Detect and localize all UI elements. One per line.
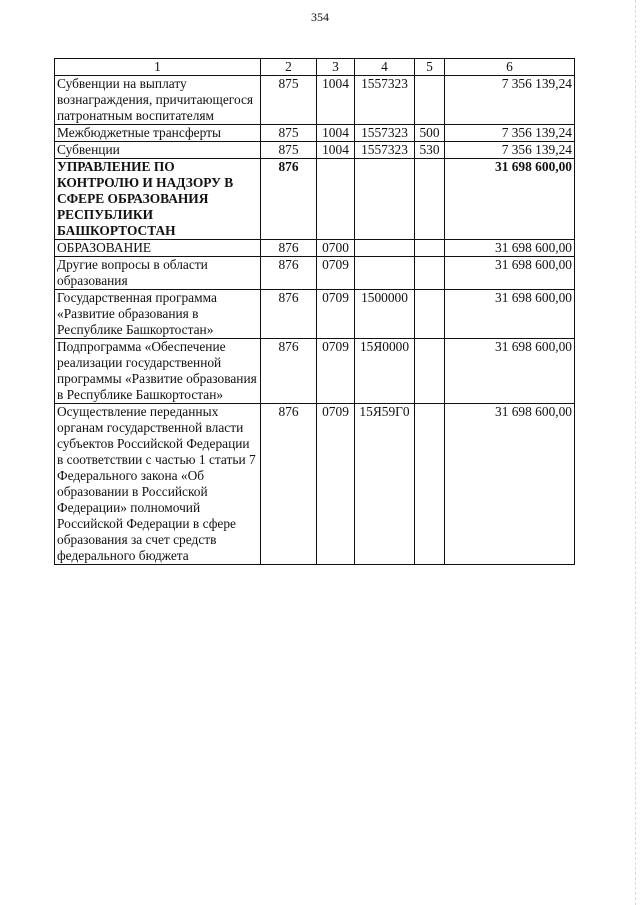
row-target-code: 1500000 (355, 290, 415, 339)
row-ministry-code: 875 (261, 76, 317, 125)
row-ministry-code: 876 (261, 404, 317, 565)
row-ministry-code: 876 (261, 257, 317, 290)
row-expense-type (415, 76, 445, 125)
row-section-code: 1004 (317, 125, 355, 142)
table-row (55, 290, 575, 339)
header-col-5: 5 (415, 59, 445, 76)
row-target-code: 1557323 (355, 125, 415, 142)
row-ministry-code: 875 (261, 142, 317, 159)
row-name: Субвенции на выплату вознаграждения, причитающегося патронатным воспитателям (55, 76, 261, 125)
row-name: Субвенции (55, 142, 261, 159)
table-row (55, 257, 575, 290)
row-expense-type (415, 257, 445, 290)
row-section-code: 0709 (317, 290, 355, 339)
row-ministry-code: 876 (261, 339, 317, 404)
row-amount: 31 698 600,00 (445, 290, 575, 339)
row-name: Межбюджетные трансферты (55, 125, 261, 142)
row-target-code: 15Я59Г0 (355, 404, 415, 565)
row-amount: 31 698 600,00 (445, 404, 575, 565)
row-amount: 31 698 600,00 (445, 159, 575, 240)
header-col-3: 3 (317, 59, 355, 76)
row-ministry-code: 876 (261, 290, 317, 339)
row-section-code (317, 159, 355, 240)
row-section-code: 0709 (317, 257, 355, 290)
row-name: Подпрограмма «Обеспечение реализации государственной программы «Развитие образования в Республике Башкортостан» (55, 339, 261, 404)
row-target-code: 15Я0000 (355, 339, 415, 404)
row-expense-type (415, 339, 445, 404)
row-expense-type (415, 404, 445, 565)
table-row (55, 240, 575, 257)
row-target-code (355, 240, 415, 257)
row-ministry-code: 876 (261, 240, 317, 257)
row-section-code: 0700 (317, 240, 355, 257)
table-row (55, 125, 575, 142)
row-expense-type: 500 (415, 125, 445, 142)
header-col-4: 4 (355, 59, 415, 76)
row-amount: 7 356 139,24 (445, 76, 575, 125)
row-expense-type (415, 159, 445, 240)
table-row (55, 142, 575, 159)
row-section-code: 1004 (317, 76, 355, 125)
row-ministry-code: 875 (261, 125, 317, 142)
row-expense-type (415, 290, 445, 339)
row-target-code (355, 257, 415, 290)
row-name: Осуществление переданных органам государственной власти субъектов Российской Федерации в соответствии с частью 1 статьи 7 Федерального закона «Об образовании в Российской Федерации» полномочий Российской Федерации в сфере образования за счет средств федерального бюджета (55, 404, 261, 565)
row-ministry-code: 876 (261, 159, 317, 240)
table-row (55, 76, 575, 125)
row-amount: 31 698 600,00 (445, 339, 575, 404)
row-amount: 31 698 600,00 (445, 257, 575, 290)
row-amount: 7 356 139,24 (445, 142, 575, 159)
budget-table (54, 58, 575, 565)
table-row (55, 339, 575, 404)
table-row (55, 404, 575, 565)
table-row-department (55, 159, 575, 240)
header-row (55, 59, 575, 76)
row-section-code: 1004 (317, 142, 355, 159)
row-name: Другие вопросы в области образования (55, 257, 261, 290)
row-section-code: 0709 (317, 339, 355, 404)
row-name: УПРАВЛЕНИЕ ПО КОНТРОЛЮ И НАДЗОРУ В СФЕРЕ ОБРАЗОВАНИЯ РЕСПУБЛИКИ БАШКОРТОСТАН (55, 159, 261, 240)
table-body (55, 76, 575, 565)
header-col-2: 2 (261, 59, 317, 76)
table-header (55, 59, 575, 76)
row-target-code: 1557323 (355, 142, 415, 159)
page-number: 354 (311, 10, 329, 24)
row-expense-type: 530 (415, 142, 445, 159)
row-target-code (355, 159, 415, 240)
header-col-6: 6 (445, 59, 575, 76)
row-target-code: 1557323 (355, 76, 415, 125)
row-amount: 31 698 600,00 (445, 240, 575, 257)
row-expense-type (415, 240, 445, 257)
row-amount: 7 356 139,24 (445, 125, 575, 142)
header-col-1: 1 (55, 59, 261, 76)
row-name: Государственная программа «Развитие образования в Республике Башкортостан» (55, 290, 261, 339)
row-section-code: 0709 (317, 404, 355, 565)
scan-edge-mark (633, 0, 636, 905)
row-name: ОБРАЗОВАНИЕ (55, 240, 261, 257)
